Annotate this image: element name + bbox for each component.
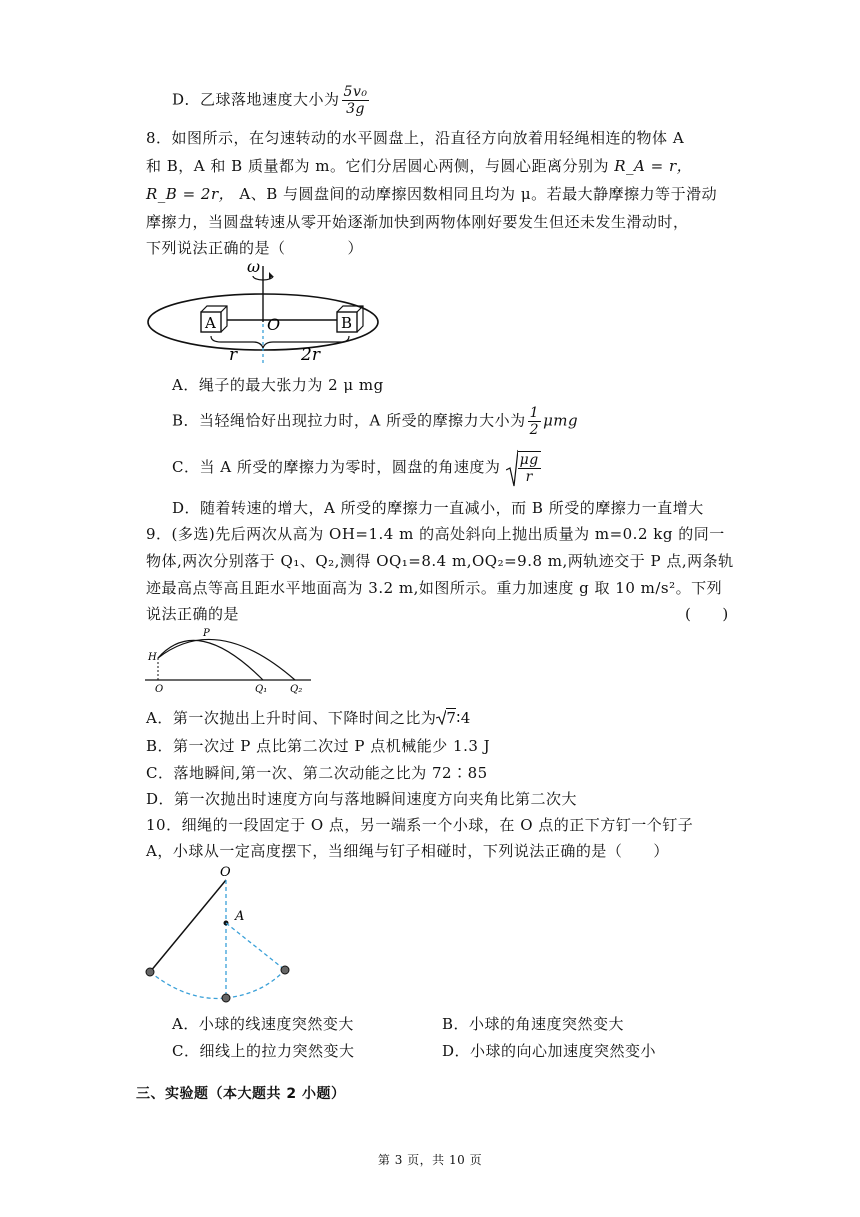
ball-end <box>281 966 289 974</box>
q9-option-d: D．第一次抛出时速度方向与落地瞬间速度方向夹角比第二次大 <box>146 790 578 808</box>
q8-option-b-fraction <box>528 405 541 438</box>
fraction-numerator: 5v₀ <box>343 84 368 100</box>
q9-answer-paren: ( ) <box>685 605 729 623</box>
center-o-label: O <box>267 315 281 334</box>
distance-2r-label: 2r <box>301 345 320 365</box>
ball-bottom <box>222 994 230 1002</box>
q8-stem-line-5: 下列说法正确的是（ ） <box>146 239 364 257</box>
q8-stem-line-1: 8．如图所示，在匀速转动的水平圆盘上，沿直径方向放着用轻绳相连的物体 A <box>146 129 685 147</box>
q7-option-d-fraction <box>342 84 370 117</box>
ball-start <box>146 968 154 976</box>
q10-option-c: C．细线上的拉力突然变大 <box>172 1042 355 1060</box>
q8-option-d: D．随着转速的增大，A 所受的摩擦力一直减小，而 B 所受的摩擦力一直增大 <box>172 499 704 517</box>
q8-option-c <box>172 448 543 488</box>
q9-option-a-tail: ∶4 <box>456 709 471 727</box>
q9-option-b: B．第一次过 P 点比第二次过 P 点机械能少 1.3 J <box>146 737 491 755</box>
q9-stem-line-3: 迹最高点等高且距水平地面高为 3.2 m,如图所示。重力加速度 g 取 10 m/s²。下列 <box>146 579 723 597</box>
q8-rb-formula: R_B = 2r， <box>146 185 235 203</box>
q9-stem-line-1: 9．(多选)先后两次从高为 OH=1.4 m 的高处斜向上抛出质量为 m=0.2 kg 的同一 <box>146 525 725 543</box>
omega-label: ω <box>247 257 261 276</box>
fraction-denominator: 2 <box>529 422 540 438</box>
sqrt-sign <box>506 448 518 488</box>
string-line <box>150 880 226 972</box>
fraction-denominator: 3g <box>346 101 365 117</box>
fraction-numerator: μg <box>519 452 539 468</box>
q8-ra-formula: R_A = r， <box>614 157 693 175</box>
page-footer: 第 3 页，共 10 页 <box>377 1153 483 1167</box>
q10-option-d: D．小球的向心加速度突然变小 <box>442 1042 657 1060</box>
q8-stem-line-2 <box>146 155 692 176</box>
q10-option-b: B．小球的角速度突然变大 <box>442 1015 625 1033</box>
point-q2-label: Q₂ <box>290 684 303 695</box>
q8-option-c-fraction <box>518 451 541 485</box>
trajectory-2 <box>158 639 295 680</box>
q9-option-a-text: A．第一次抛出上升时间、下降时间之比为 <box>146 709 437 727</box>
q8-stem-line-4: 摩擦力，当圆盘转速从零开始逐渐加快到两物体刚好要发生但还未发生滑动时， <box>146 213 689 231</box>
point-a-label: A <box>235 909 245 924</box>
q9-option-a <box>146 707 471 728</box>
q8-stem-line-3 <box>146 183 717 204</box>
point-q1-label: Q₁ <box>255 684 268 695</box>
q8-option-c-sqrt <box>506 448 543 488</box>
section-heading: 三、实验题（本大题共 2 小题） <box>136 1086 346 1102</box>
dashed-string-after <box>226 923 285 970</box>
q9-option-a-sqrt <box>436 709 456 727</box>
q9-stem-line-2: 物体,两次分别落于 Q₁、Q₂,测得 OQ₁=8.4 m,OQ₂=9.8 m,两轨迹交于 P 点,两条轨 <box>146 552 734 570</box>
distance-r-label: r <box>229 345 238 365</box>
q8-stem-text: A、B 与圆盘间的动摩擦因数相同且均为 μ。若最大静摩擦力等于滑动 <box>239 185 718 203</box>
point-o-label: O <box>220 865 231 880</box>
q10-pendulum-figure <box>140 860 300 1010</box>
arc-right <box>226 970 285 998</box>
q8-option-b <box>172 405 578 438</box>
sqrt-sign <box>436 709 446 725</box>
q8-option-b-text: B．当轻绳恰好出现拉力时，A 所受的摩擦力大小为 <box>172 411 526 430</box>
point-o-label: O <box>155 684 164 695</box>
q9-option-c: C．落地瞬间,第一次、第二次动能之比为 72∶85 <box>146 764 488 782</box>
block-b-label: B <box>341 314 353 332</box>
trajectory-1 <box>158 640 263 680</box>
fraction-numerator: 1 <box>529 405 540 421</box>
point-h-label: H <box>148 652 157 663</box>
block-a-edge <box>221 306 227 312</box>
arc-left <box>150 972 226 998</box>
q7-option-d-text: D．乙球落地速度大小为 <box>172 90 340 109</box>
q10-stem-line-1: 10．细绳的一段固定于 O 点，另一端系一个小球，在 O 点的正下方钉一个钉子 <box>146 816 694 834</box>
block-a-label: A <box>205 314 216 332</box>
q9-trajectory-figure <box>145 622 315 700</box>
q7-option-d <box>172 84 371 117</box>
fraction-denominator: r <box>525 469 533 485</box>
sqrt-radicand: 7 <box>446 709 457 727</box>
q10-option-a: A．小球的线速度突然变大 <box>172 1015 354 1033</box>
q8-option-c-text: C．当 A 所受的摩擦力为零时，圆盘的角速度为 <box>172 458 501 476</box>
q8-stem-text: 和 B，A 和 B 质量都为 m。它们分居圆心两侧，与圆心距离分别为 <box>146 157 609 175</box>
q10-stem-line-2: A，小球从一定高度摆下，当细绳与钉子相碰时，下列说法正确的是（ ） <box>146 842 669 860</box>
point-p-label: P <box>203 628 210 639</box>
q9-stem-line-4: 说法正确的是 <box>146 605 240 623</box>
q8-option-a: A．绳子的最大张力为 2 μ mg <box>172 376 384 394</box>
q8-option-b-tail: μmg <box>543 411 579 430</box>
q8-rotating-disk-figure <box>145 254 385 366</box>
